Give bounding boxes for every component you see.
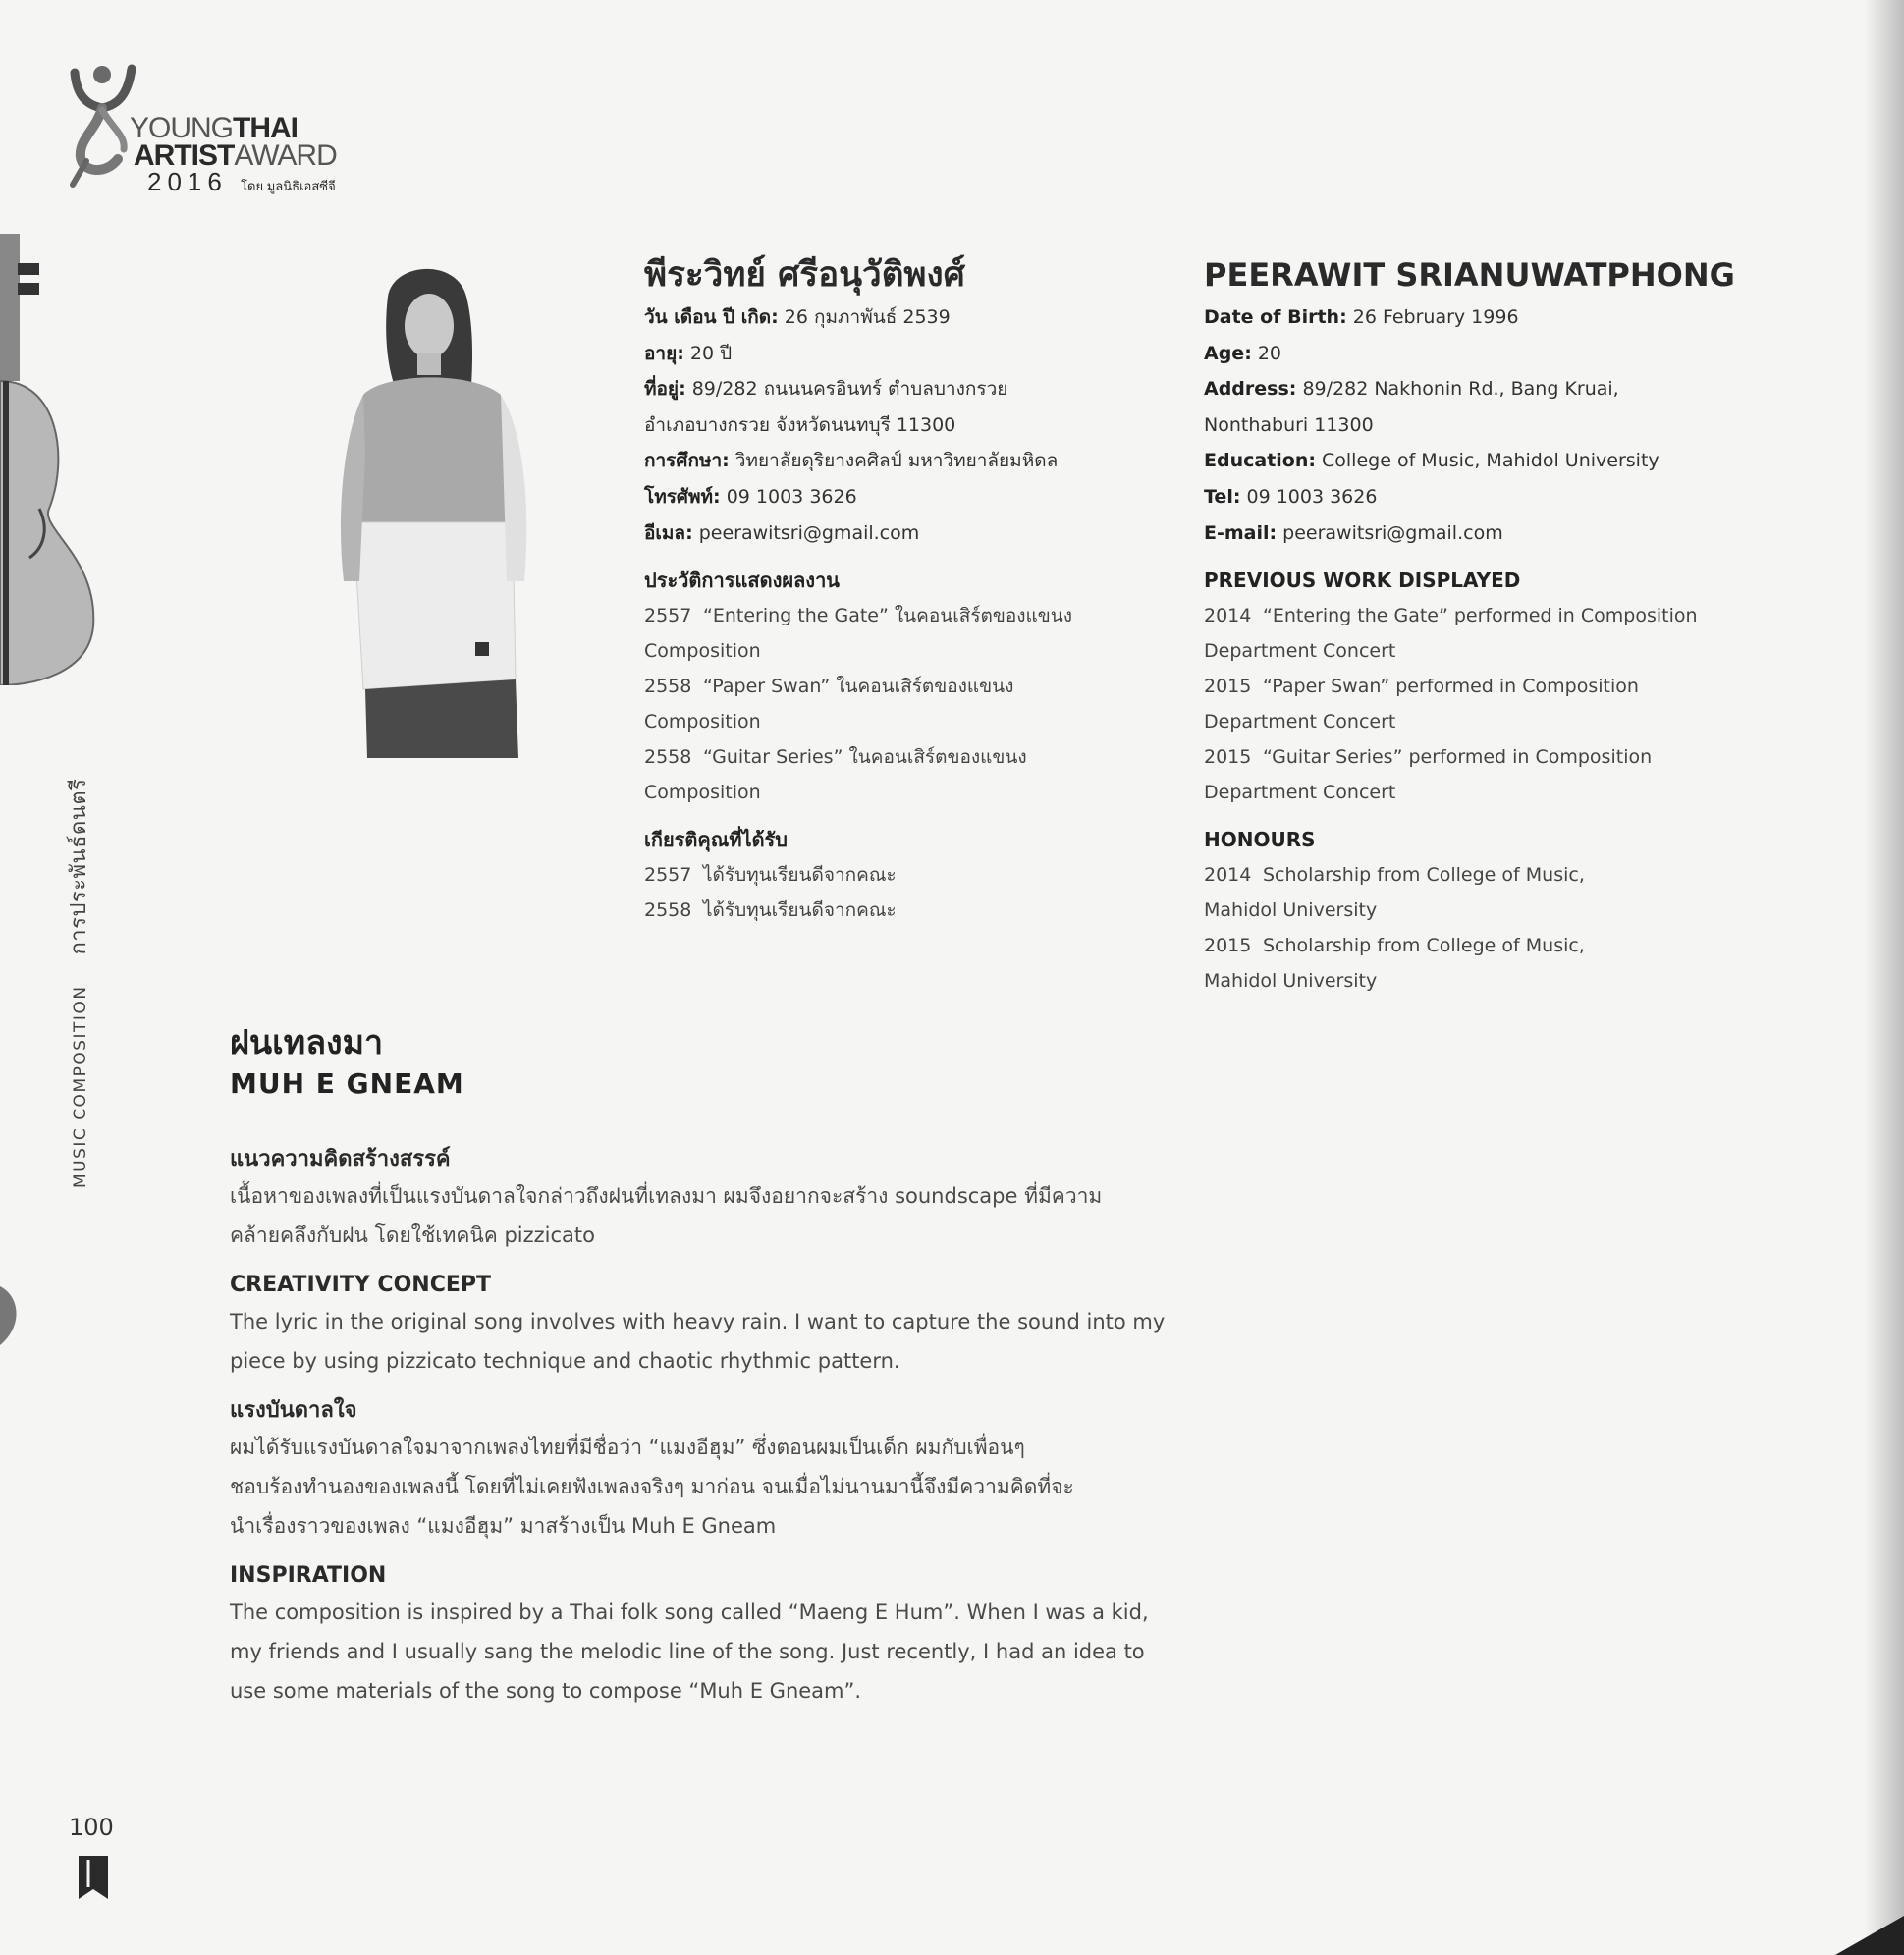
work-item-cont: Department Concert [1204, 711, 1396, 733]
education-row-english [1204, 443, 1754, 479]
tel-row-english [1204, 479, 1754, 516]
dob-label: Date of Birth: [1204, 306, 1347, 328]
concept-english-line: piece by using pizzicato technique and chaotic rhythmic pattern. [230, 1349, 900, 1373]
violin-scroll-image [0, 1286, 24, 1345]
page-edge-shadow [1865, 0, 1904, 1955]
honour-year: 2014 [1204, 864, 1252, 887]
education-row-thai [644, 443, 1194, 479]
honour-text: Scholarship from College of Music, [1263, 935, 1585, 957]
address-line1: 89/282 ถนนนครอินทร์ ตำบลบางกรวย [691, 378, 1008, 401]
concept-thai-line: คล้ายคลึงกับฝน โดยใช้เทคนิค pizzicato [230, 1223, 595, 1247]
inspiration-thai-line: นำเรื่องราวของเพลง “แมงอีฮุม” มาสร้างเป็น Muh E Gneam [230, 1514, 777, 1538]
work-item-cont: Department Concert [1204, 782, 1396, 804]
honour-item [644, 857, 1194, 893]
honour-year: 2015 [1204, 935, 1252, 957]
concept-heading-thai: แนวความคิดสร้างสรรค์ [230, 1147, 451, 1171]
page-corner [1835, 1916, 1904, 1955]
honour-text: ได้รับทุนเรียนดีจากคณะ [703, 899, 897, 922]
work-text: “Guitar Series” performed in Composition [1263, 746, 1653, 769]
work-year: 2014 [1204, 605, 1252, 627]
award-logo [67, 51, 342, 208]
email-label: E-mail: [1204, 521, 1278, 544]
work-text: “Entering the Gate” ในคอนเสิร์ตของแขนง [703, 605, 1073, 627]
email-label: อีเมล: [644, 521, 693, 544]
thai-profile [644, 250, 1194, 928]
inspiration-heading-thai: แรงบันดาลใจ [230, 1398, 357, 1423]
side-caption-en: MUSIC COMPOSITION [71, 985, 90, 1188]
address-line1: 89/282 Nakhonin Rd., Bang Kruai, [1302, 378, 1619, 401]
english-profile [1204, 250, 1754, 999]
email-value: peerawitsri@gmail.com [698, 521, 920, 544]
work-text: “Paper Swan” performed in Composition [1263, 676, 1639, 698]
inspiration-english-line: use some materials of the song to compose “Muh E Gneam”. [230, 1679, 862, 1703]
work-item [1204, 669, 1754, 704]
tel-value: 09 1003 3626 [726, 485, 857, 508]
work-item [1204, 598, 1754, 633]
work-year: 2557 [644, 605, 692, 627]
logo-sponsor: โดย มูลนิธิเอสซีจี [241, 179, 336, 193]
dob-row-thai [644, 299, 1194, 336]
dob-value: 26 February 1996 [1352, 306, 1519, 328]
work-year: 2558 [644, 676, 692, 698]
work-text: “Guitar Series” ในคอนเสิร์ตของแขนง [703, 746, 1027, 769]
concept-heading-english: CREATIVITY CONCEPT [230, 1273, 491, 1297]
inspiration-thai-line: ผมได้รับแรงบันดาลใจมาจากเพลงไทยที่มีชื่อว่า “แมงอีฮุม” ซึ่งตอนผมเป็นเด็ก ผมกับเพื่อนๆ [230, 1436, 1025, 1459]
inspiration-english-line: my friends and I usually sang the melodic line of the song. Just recently, I had an idea to [230, 1640, 1145, 1663]
age-label: อายุ: [644, 342, 684, 364]
artist-name-thai: พีระวิทย์ ศรีอนุวัติพงศ์ [644, 255, 965, 295]
honour-item-cont: Mahidol University [1204, 970, 1378, 993]
work-item-cont: Composition [644, 711, 761, 733]
age-row-english [1204, 336, 1754, 372]
logo-year: 2016 [147, 167, 228, 196]
work-text: “Entering the Gate” performed in Composition [1263, 605, 1698, 627]
honours-heading-english: HONOURS [1204, 828, 1316, 852]
logo-award: AWARD [234, 139, 337, 172]
works-heading-thai: ประวัติการแสดงผลงาน [644, 569, 840, 593]
work-item [644, 669, 1194, 704]
work-title-thai: ฝนเทลงมา [230, 1023, 384, 1062]
honour-text: Scholarship from College of Music, [1263, 864, 1585, 887]
tel-value: 09 1003 3626 [1246, 485, 1378, 508]
address-line2-thai: อำเภอบางกรวย จังหวัดนนทบุรี 11300 [644, 413, 956, 436]
artist-photo [295, 257, 589, 758]
logo-artist: ARTIST [134, 139, 235, 172]
side-caption-th: การประพันธ์ดนตรี [67, 778, 91, 955]
work-year: 2015 [1204, 746, 1252, 769]
work-text: “Paper Swan” ในคอนเสิร์ตของแขนง [703, 676, 1014, 698]
dob-value: 26 กุมภาพันธ์ 2539 [784, 306, 951, 328]
email-row-english [1204, 516, 1754, 552]
work-item [1204, 739, 1754, 775]
honour-item [1204, 857, 1754, 893]
dob-row-english [1204, 299, 1754, 336]
tel-label: Tel: [1204, 485, 1241, 508]
work-year: 2558 [644, 746, 692, 769]
work-item-cont: Composition [644, 640, 761, 663]
email-value: peerawitsri@gmail.com [1282, 521, 1503, 544]
inspiration-thai-line: ชอบร้องทำนองของเพลงนี้ โดยที่ไม่เคยฟังเพลงจริงๆ มาก่อน จนเมื่อไม่นานมานี้จึงมีความคิดที่จะ [230, 1475, 1074, 1498]
tel-row-thai [644, 479, 1194, 516]
logo-thai: THAI [233, 112, 299, 144]
honour-item [1204, 928, 1754, 963]
work-item-cont: Composition [644, 782, 761, 804]
bookmark-icon [79, 1856, 108, 1899]
age-value: 20 ปี [689, 342, 733, 364]
dob-label: วัน เดือน ปี เกิด: [644, 306, 779, 328]
logo-young: YOUNG [130, 112, 234, 144]
tel-label: โทรศัพท์: [644, 485, 721, 508]
age-row-thai [644, 336, 1194, 372]
address-line2-english: Nonthaburi 11300 [1204, 413, 1374, 436]
concept-thai-line: เนื้อหาของเพลงที่เป็นแรงบันดาลใจกล่าวถึงฝนที่เทลงมา ผมจึงอยากจะสร้าง soundscape ที่มีความ [230, 1184, 1103, 1208]
inspiration-english-line: The composition is inspired by a Thai folk song called “Maeng E Hum”. When I was a kid, [230, 1601, 1149, 1624]
honour-year: 2557 [644, 864, 692, 887]
honour-item [644, 893, 1194, 928]
address-row-english [1204, 371, 1754, 407]
work-title-english: MUH E GNEAM [230, 1067, 464, 1100]
inspiration-heading-english: INSPIRATION [230, 1563, 387, 1588]
concept-english-line: The lyric in the original song involves with heavy rain. I want to capture the sound into my [230, 1310, 1166, 1333]
age-value: 20 [1257, 342, 1282, 364]
work-description [230, 1021, 1231, 1711]
address-label: Address: [1204, 378, 1297, 401]
violin-image [0, 234, 108, 685]
honour-text: ได้รับทุนเรียนดีจากคณะ [703, 864, 897, 887]
education-value: วิทยาลัยดุริยางคศิลป์ มหาวิทยาลัยมหิดล [734, 450, 1059, 472]
honour-item-cont: Mahidol University [1204, 899, 1378, 922]
artist-name-english: PEERAWIT SRIANUWATPHONG [1204, 256, 1735, 294]
work-item [644, 598, 1194, 633]
education-value: College of Music, Mahidol University [1322, 450, 1659, 472]
works-heading-english: PREVIOUS WORK DISPLAYED [1204, 569, 1521, 593]
address-row-thai [644, 371, 1194, 407]
age-label: Age: [1204, 342, 1252, 364]
work-year: 2015 [1204, 676, 1252, 698]
honour-year: 2558 [644, 899, 692, 922]
email-row-thai [644, 516, 1194, 552]
address-label: ที่อยู่: [644, 378, 686, 401]
work-item [644, 739, 1194, 775]
page-number: 100 [69, 1814, 114, 1841]
education-label: การศึกษา: [644, 450, 730, 472]
section-side-caption [61, 776, 90, 1188]
education-label: Education: [1204, 450, 1316, 472]
work-item-cont: Department Concert [1204, 640, 1396, 663]
honours-heading-thai: เกียรติคุณที่ได้รับ [644, 828, 788, 852]
